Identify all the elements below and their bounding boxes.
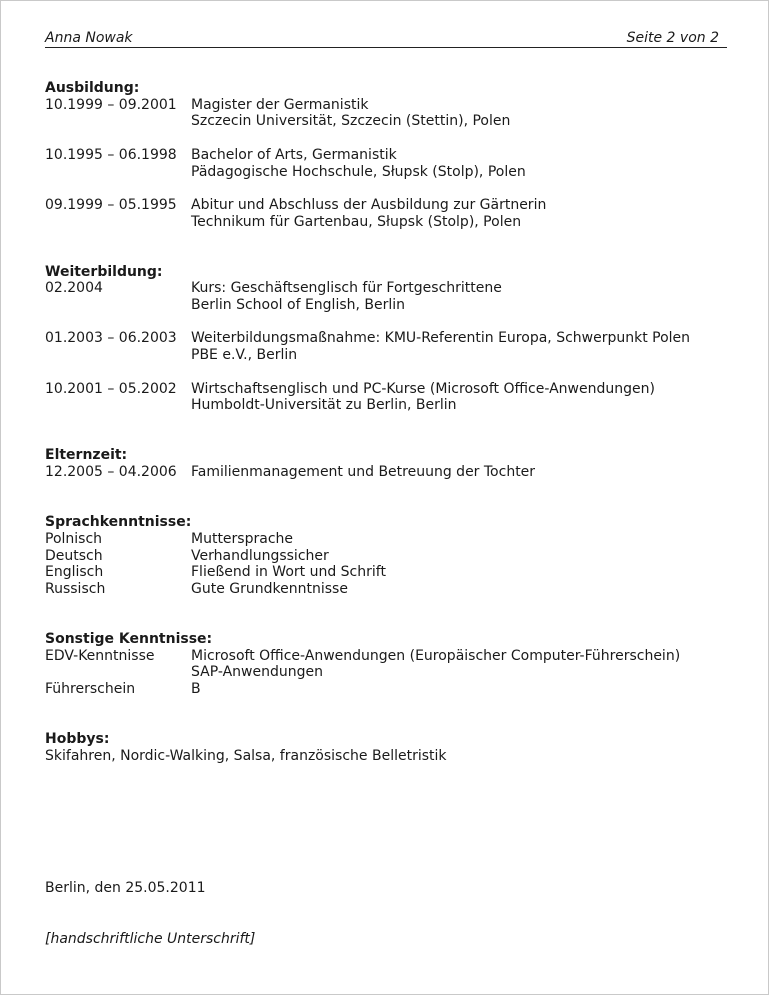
entry-row [45,197,735,214]
skill-row [45,664,735,681]
section-title: Ausbildung: [45,80,140,96]
place-date: Berlin, den 25.05.2011 [45,880,206,896]
entry-description: Kurs: Geschäftsenglisch für Fortgeschrittene [191,280,502,297]
language-name: Englisch [45,564,104,581]
language-level: Muttersprache [191,530,293,547]
section-ausbildung [45,80,735,230]
language-row [45,531,735,548]
entry-institution: Szczecin Universität, Szczecin (Stettin), Polen [191,113,511,130]
entry-institution: Technikum für Gartenbau, Słupsk (Stolp), Polen [191,213,522,230]
page-header [45,29,727,48]
entry-row [45,280,735,297]
section-title: Weiterbildung: [45,263,163,280]
entry-description: Familienmanagement und Betreuung der Tochter [191,464,536,481]
language-row [45,581,735,598]
entry-date: 12.2005 – 04.2006 [45,464,177,481]
skill-value: B [191,681,201,698]
language-level: Gute Grundkenntnisse [191,580,348,597]
skill-label: Führerschein [45,681,136,698]
header-page-number: Seite 2 von 2 [626,30,719,46]
language-level: Fließend in Wort und Schrift [191,564,386,581]
skill-row [45,648,735,665]
cv-content [45,80,735,765]
entry-date: 10.1999 – 09.2001 [45,96,177,113]
language-row [45,564,735,581]
entry-row [45,214,735,231]
signature-placeholder: [handschriftliche Unterschrift] [45,931,256,947]
header-name: Anna Nowak [45,30,133,46]
skill-row [45,681,735,698]
entry-description: Bachelor of Arts, Germanistik [191,146,397,163]
section-hobbys [45,731,735,764]
entry-row [45,97,735,114]
entry-row [45,397,735,414]
skill-value: SAP-Anwendungen [191,664,323,681]
section-title: Sonstige Kenntnisse: [45,631,213,648]
section-sprachkenntnisse [45,514,735,598]
entry-row [45,147,735,164]
section-weiterbildung [45,264,735,414]
entry-row [45,297,735,314]
language-level: Verhandlungssicher [191,547,329,564]
hobbys-text: Skifahren, Nordic-Walking, Salsa, französische Belletristik [45,747,447,764]
section-title: Elternzeit: [45,447,128,464]
entry-row [45,164,735,181]
entry-row [45,113,735,130]
entry-date: 10.2001 – 05.2002 [45,380,177,397]
entry-institution: Humboldt-Universität zu Berlin, Berlin [191,397,457,414]
skill-label: EDV-Kenntnisse [45,647,155,664]
section-title: Hobbys: [45,731,110,748]
entry-row [45,381,735,398]
skill-value: Microsoft Office-Anwendungen (Europäischer Computer-Führerschein) [191,647,681,664]
section-title: Sprachkenntnisse: [45,514,192,531]
section-sonstige-kenntnisse [45,631,735,698]
entry-description: Abitur und Abschluss der Ausbildung zur Gärtnerin [191,196,547,213]
language-name: Polnisch [45,530,103,547]
entry-date: 09.1999 – 05.1995 [45,196,177,213]
language-row [45,548,735,565]
entry-date: 01.2003 – 06.2003 [45,330,177,347]
entry-institution: Berlin School of English, Berlin [191,297,406,314]
entry-description: Wirtschaftsenglisch und PC-Kurse (Microsoft Office-Anwendungen) [191,380,655,397]
entry-row [45,330,735,347]
entry-institution: Pädagogische Hochschule, Słupsk (Stolp), Polen [191,163,526,180]
entry-description: Weiterbildungsmaßnahme: KMU-Referentin Europa, Schwerpunkt Polen [191,330,691,347]
language-name: Deutsch [45,547,103,564]
entry-institution: PBE e.V., Berlin [191,347,298,364]
entry-row [45,464,735,481]
entry-date: 02.2004 [45,280,103,297]
entry-date: 10.1995 – 06.1998 [45,146,177,163]
entry-description: Magister der Germanistik [191,96,369,113]
language-name: Russisch [45,580,106,597]
section-elternzeit [45,447,735,480]
entry-row [45,347,735,364]
